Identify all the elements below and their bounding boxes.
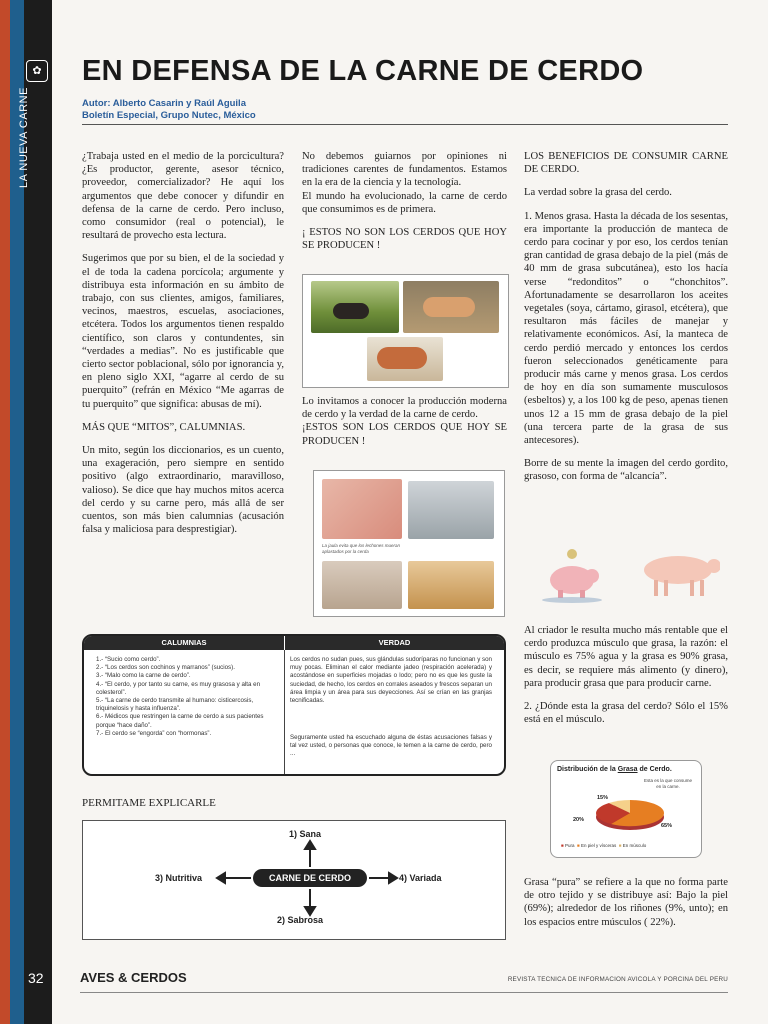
column-1 <box>82 150 284 546</box>
diagram-left-label: 3) Nutritiva <box>155 873 203 883</box>
column-3-bottom <box>524 876 728 939</box>
pie-label-65: 65% <box>661 823 673 829</box>
diagram-right-label: 4) Variada <box>399 873 442 883</box>
fat-location-paragraph: 2. ¿Dónde esta la grasa del cerdo? Sólo el 15% está en el músculo. <box>524 701 728 726</box>
profitability-paragraph: Al criador le resulta mucho más rentable que el cerdo produzca músculo que grasa, la razón: el músculo es 75% agua y la grasa es 90% grasa, es decir, se requiere más alimento (y dinero), para producir grasa que para producir carne. <box>524 625 728 689</box>
page-number: 32 <box>28 970 44 986</box>
verdad-paragraph-1: Los cerdos no sudan pues, sus glándulas sudoríparas no funcionan y son muy pocas. Eliminan el calor mediante jadeo (respiración acelerada) y acostándose en superficies mojadas o lodo; pero no es que les guste la suciedad, de hecho, los cerdos en corrales aseados y frescos separan un área limpia y un área para sus deyecciones. Así se crían en las granjas tecnificadas. <box>290 656 492 705</box>
diagram-top-label: 1) Sana <box>289 829 322 839</box>
calumnia-item: 1.- “Sucio como cerdo”. <box>96 656 161 663</box>
verdad-header: VERDAD <box>285 636 504 650</box>
sidebar <box>0 0 52 1024</box>
piggy-bank-icon <box>542 549 602 603</box>
author-line: Autor: Alberto Casarin y Raúl Aguila <box>82 98 246 109</box>
old-pigs-heading: ¡ ESTOS NO SON LOS CERDOS QUE HOY SE PRODUCEN ! <box>302 227 507 252</box>
pig-illustrations <box>530 544 720 604</box>
calumnias-list <box>96 656 280 738</box>
modern-pigs-heading: ¡ESTOS SON LOS CERDOS QUE HOY SE PRODUCEN ! <box>302 422 507 447</box>
arrow-right-head-icon <box>389 873 397 883</box>
evolution-paragraph: El mundo ha evolucionado, la carne de cerdo que consumimos es de primera. <box>302 190 507 215</box>
column-3 <box>524 150 728 494</box>
calumnia-item: 2.- “Los cerdos son cochinos y marranos” (sucios). <box>96 664 235 672</box>
calumnia-item: 6.- Médicos que restringen la carne de cerdo a sus pacientes porque “hace daño”. <box>96 713 264 729</box>
section-logo-icon: ✿ <box>26 60 48 82</box>
calumnia-item: 4.- “El cerdo, y por tanto su carne, es muy grasosa y alta en colesterol”. <box>96 680 261 696</box>
red-pig-shape <box>377 347 427 369</box>
fat-distribution-chart <box>550 760 702 858</box>
barn-photo <box>408 561 494 609</box>
arrow-left-head-icon <box>217 873 225 883</box>
fat-truth-subheading: La verdad sobre la grasa del cerdo. <box>524 187 672 199</box>
arrow-up-head-icon <box>305 841 315 849</box>
publication-line: Boletín Especial, Grupo Nutec, México <box>82 110 256 121</box>
footer-rule <box>80 992 728 993</box>
calumnia-item: 7.- El cerdo se “engorda” con “hormonas”. <box>96 729 212 737</box>
piggy-bank-paragraph: Borre de su mente la imagen del cerdo gordito, grasoso, con forma de “alcancía”. <box>524 458 728 483</box>
black-pig-shape <box>333 303 369 319</box>
old-pigs-image <box>302 274 509 388</box>
invitation-paragraph: Lo invitamos a conocer la producción moderna de cerdo y la verdad de la carne de cerdo. <box>302 396 507 421</box>
benefits-heading: LOS BENEFICIOS DE CONSUMIR CARNE DE CERDO. <box>524 151 728 176</box>
section-label: LA NUEVA CARNE <box>18 87 30 188</box>
guidance-paragraph: No debemos guiarnos por opiniones ni tradiciones carentes de fundamentos. Estamos en la era de la ciencia y la tecnología. <box>302 151 507 189</box>
myths-heading: MÁS QUE “MITOS”, CALUMNIAS. <box>82 421 246 433</box>
crate-caption: La jaula evita que los lechones mueran aplastados por la cerda <box>322 543 401 554</box>
calumnia-item: 5.- “La carne de cerdo transmite al humano: cisticercosis, triquinelosis y hasta influenza”. <box>96 697 254 713</box>
calumnias-verdad-table <box>82 634 506 776</box>
magazine-logo: AVES & CERDOS <box>80 970 187 985</box>
diagram-arrows <box>83 821 505 939</box>
sidebar-red-stripe <box>0 0 10 1024</box>
pie-label-20: 20% <box>573 817 585 823</box>
muddy-pig-shape <box>423 297 475 317</box>
column-3-lower <box>524 624 728 736</box>
sow-photo <box>322 561 402 609</box>
benefits-diagram <box>82 820 506 940</box>
pig-pens-photo <box>408 481 494 539</box>
suggestion-paragraph: Sugerimos que por su bien, el de la sociedad y el de toda la cadena porcícola; argumente y distribuya esta información en su ámbito de trabajo, con sus clientes, amigos, familiares, vecinos, maestros, escuelas, asociaciones, etcétera. Todos los argumentos tienen respaldo científico, son claros y contundentes, sin “verdades a medias”. No es justificable que cierto sector poblacional, sólo por ignorancia y, en pleno siglo XXI, “agarre al cerdo de su puerquito” (refrán en México “Me agarras de tu puerquito” que significa: abusas de mí). <box>82 253 284 410</box>
calumnia-item: 3.- “Malo como la carne de cerdo”. <box>96 672 191 680</box>
verdad-paragraph-2: Seguramente usted ha escuchado alguna de éstas acusaciones falsas y tal vez usted, o personas que conoce, le temen a la carne de cerdo, pero ... <box>290 734 492 758</box>
less-fat-paragraph: 1. Menos grasa. Hasta la década de los sesentas, era importante la producción de manteca de cerdo para cocinar y por eso, los cerdos tenían gran cantidad de grasa debajo de la piel (más de 40 mm de grasa subcutánea), esto los hacía verse “redonditos” o “chonchitos”. Afortunadamente se desarrollaron los aceites vegetales (soya, cártamo, girasol, etcétera), que resultaron más fáciles de manejar y relativamente económicos. Así, la manteca de cerdo perdió mercado y entonces los cerdos fueron seleccionados genéticamente para producir más carne y menos grasa. Los cerdos de hoy en día son sumamente musculosos (esbeltos) y, a los 100 kg de peso, apenas tienen unos 12 a 15 mm de grasa debajo de la piel (una tercera parte de la grasa de sus antecesores). <box>524 210 728 447</box>
arrow-down-head-icon <box>305 907 315 915</box>
chart-title: Distribución de la Grasa de Cerdo. <box>557 766 672 773</box>
article-title: EN DEFENSA DE LA CARNE DE CERDO <box>82 55 644 87</box>
magazine-tagline: REVISTA TECNICA DE INFORMACION AVICOLA Y PORCINA DEL PERU <box>507 976 728 983</box>
chart-legend: ■ Pura ■ En piel y vísceras ■ En músculo <box>561 843 647 848</box>
column-2-lower <box>302 395 507 448</box>
column-2 <box>302 150 507 252</box>
explain-heading: PERMITAME EXPLICARLE <box>82 797 216 809</box>
byline <box>82 98 256 122</box>
table-divider <box>284 650 285 774</box>
modern-pigs-image <box>313 470 505 617</box>
slim-pig-icon <box>644 556 720 596</box>
piglets-in-crate-photo <box>322 479 402 539</box>
pie-label-15: 15% <box>597 795 609 801</box>
myths-paragraph: Un mito, según los diccionarios, es un cuento, una exageración, pero siempre en sentido positivo (algo extraordinario, maravilloso, valioso). Se dice que hay muchos mitos acerca del cerdo y su carne pero, más allá de ser cuentos, son más bien calumnias (acusación falsa y maliciosa para desprestigiar). <box>82 445 284 536</box>
diagram-center: CARNE DE CERDO <box>253 869 367 887</box>
pure-fat-paragraph: Grasa “pura” se refiere a la que no forma parte de otro tejido y se distribuye así: Bajo la piel (69%); alrededor de los riñones (9%, unto); en los espacios entre músculos ( 22%). <box>524 877 728 928</box>
intro-paragraph: ¿Trabaja usted en el medio de la porcicultura? ¿Es productor, gerente, asesor técnico, proveedor, comercializador? He aquí los argumentos que debe conocer y difundir en defensa de la carne de cerdo. Pero incluso, como consumidor (real o potencial), le resultará de provecho esta lectura. <box>82 151 284 242</box>
calumnias-header: CALUMNIAS <box>84 636 284 650</box>
chart-note: Esta es la que consume en la carne. <box>643 778 693 789</box>
diagram-bottom-label: 2) Sabrosa <box>277 915 324 925</box>
header-rule <box>82 124 728 125</box>
